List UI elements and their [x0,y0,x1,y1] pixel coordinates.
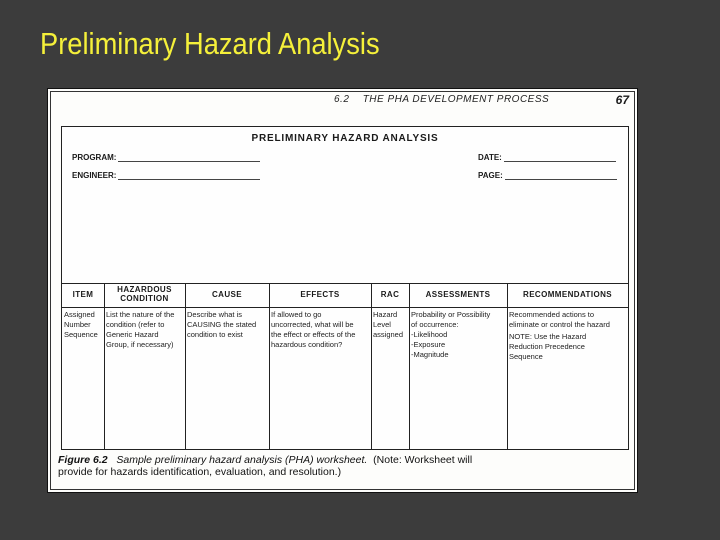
cell-line: Generic Hazard [106,330,159,339]
section-number: 6.2 [334,94,350,105]
section-title: THE PHA DEVELOPMENT PROCESS [362,94,550,105]
cell-line: Sequence [64,330,98,339]
column-divider [269,283,270,449]
column-divider [185,283,186,449]
page-number: 67 [615,93,629,107]
program-label: PROGRAM: [72,153,117,162]
cell-line: assigned [373,330,404,339]
column-header-assessments: ASSESSMENTS [425,290,491,299]
cell-line: Probability or Possibility [411,310,491,319]
cell-line: -Exposure [411,340,446,349]
cell-line: Group, if necessary) [106,340,174,349]
column-header-recommendations: RECOMMENDATIONS [523,290,612,299]
column-divider [507,283,508,449]
cell-line: List the nature of the [106,310,175,319]
cell-line: Reduction Precedence [509,342,585,351]
figure-caption [58,454,472,478]
engineer-field [72,171,260,180]
cell-line: condition (refer to [106,320,165,329]
cell-line: eliminate or control the hazard [509,320,610,329]
page-label: PAGE: [478,171,503,180]
cell-line: hazardous condition? [271,340,343,349]
effects-description [271,310,355,350]
recommendations-description [509,310,610,362]
column-header-cause: CAUSE [211,290,242,299]
scanned-page [47,88,638,493]
program-field [72,153,260,162]
caption-note: (Note: Worksheet will [373,454,473,466]
column-divider [104,283,105,449]
caption-continuation: provide for hazards identification, evaluation, and resolution.) [58,466,342,478]
column-divider [409,283,410,449]
header-top-rule [62,283,628,284]
column-divider [371,283,372,449]
assessments-description [411,310,490,360]
cell-line: Describe what is [187,310,243,319]
cell-line: -Likelihood [411,330,448,339]
date-label: DATE: [478,153,502,162]
cell-line: Assigned [64,310,95,319]
cell-line: Hazard [373,310,398,319]
rac-description [373,310,403,340]
cell-line: Number [64,320,91,329]
item-description [64,310,98,340]
column-header-hazardous-condition: HAZARDOUS CONDITION [117,285,172,303]
cell-line: of occurrence: [411,320,459,329]
cell-line: NOTE: Use the Hazard [509,332,587,341]
cell-line: condition to exist [187,330,243,339]
pha-worksheet [61,126,629,450]
cell-line: the effect or effects of the [271,330,356,339]
cell-line: -Magnitude [411,350,449,359]
engineer-label: ENGINEER: [72,171,117,180]
cell-line: Sequence [509,352,543,361]
page-header [334,94,549,105]
date-field [478,153,616,162]
cell-line: Level [373,320,391,329]
caption-text: Sample preliminary hazard analysis (PHA) worksheet. [116,454,368,466]
hazardous-condition-description [106,310,174,350]
header-bottom-rule [62,307,628,308]
cell-line: uncorrected, what will be [271,320,354,329]
cause-description [187,310,256,340]
cell-line: Recommended actions to [509,310,595,319]
worksheet-title: PRELIMINARY HAZARD ANALYSIS [251,133,439,144]
cell-line: CAUSING the stated [187,320,257,329]
column-header-rac: RAC [380,290,400,299]
figure-label: Figure 6.2 [58,454,108,466]
column-header-effects: EFFECTS [300,290,340,299]
column-header-item: ITEM [72,290,94,299]
cell-line: If allowed to go [271,310,322,319]
page-field [478,171,617,180]
slide-title: Preliminary Hazard Analysis [40,26,380,61]
